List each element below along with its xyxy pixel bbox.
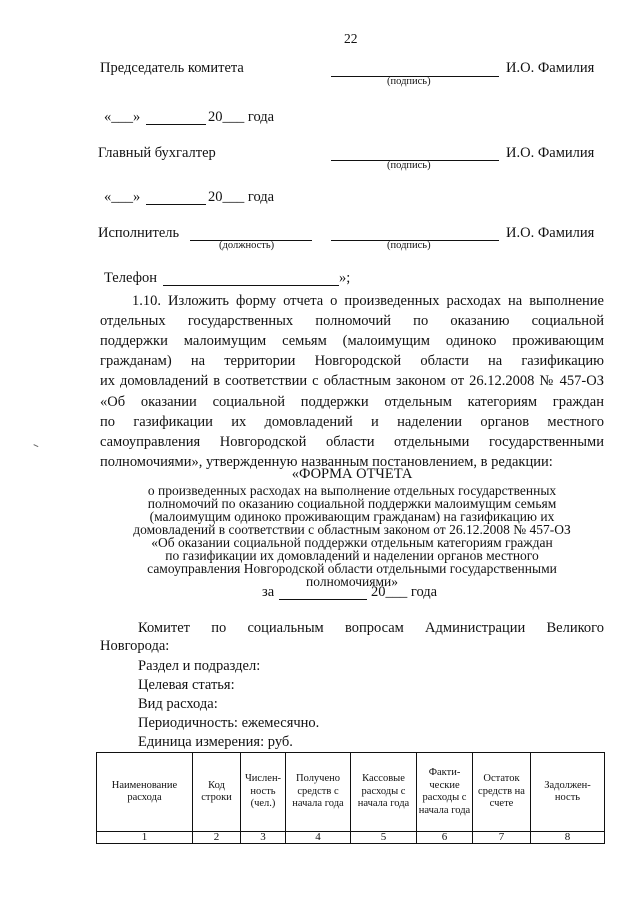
column-header: Числен-ность (чел.) xyxy=(241,753,286,832)
column-header: Факти-ческие расходы с начала года xyxy=(417,753,473,832)
subtitle-line: «Об оказании социальной поддержки отдельным категориям граждан xyxy=(151,535,553,550)
column-header: Код строки xyxy=(193,753,241,832)
period-line xyxy=(279,599,367,600)
executor-signature-caption: (подпись) xyxy=(387,240,431,251)
chairman-signature-caption: (подпись) xyxy=(387,76,431,87)
column-number: 5 xyxy=(351,832,417,844)
phone-line xyxy=(163,285,339,286)
clause-line: гражданам) на территории Новгородской области на газификацию xyxy=(100,353,604,369)
executor-title: Исполнитель xyxy=(98,225,180,241)
column-header: Задолжен-ность xyxy=(531,753,605,832)
date-year: 20___ года xyxy=(208,109,275,125)
column-number: 2 xyxy=(193,832,241,844)
subtitle-line: по газификации их домовладений и наделении органов местного xyxy=(165,548,539,563)
committee-line-2: Новгорода: xyxy=(100,638,170,654)
executor-name: И.О. Фамилия xyxy=(506,225,595,241)
clause-line: поддержки малоимущим семьям (малоимущим одиноко проживающим xyxy=(100,333,604,349)
date-year-2: 20___ года xyxy=(208,189,275,205)
unit-label: Единица измерения: руб. xyxy=(138,734,293,750)
subtitle-line: полномочиями» xyxy=(306,574,398,589)
clause-line: по газификации их домовладений и наделении органов местного xyxy=(100,414,604,430)
target-article-label: Целевая статья: xyxy=(138,677,235,693)
executor-position-caption: (должность) xyxy=(219,240,275,251)
column-header: Остаток средств на счете xyxy=(473,753,531,832)
expense-type-label: Вид расхода: xyxy=(138,696,218,712)
periodicity-label: Периодичность: ежемесячно. xyxy=(138,715,320,731)
column-header: Кассовые расходы с начала года xyxy=(351,753,417,832)
subtitle-line: полномочий по оказанию социальной поддержки малоимущим семьям xyxy=(147,496,557,511)
phone-label: Телефон xyxy=(104,270,157,286)
column-number: 3 xyxy=(241,832,286,844)
committee-line: Комитет по социальным вопросам Администрации Великого xyxy=(138,620,604,636)
column-number: 7 xyxy=(473,832,531,844)
date-month-line-2 xyxy=(146,204,206,205)
accountant-title: Главный бухгалтер xyxy=(98,145,216,161)
subtitle-line: самоуправления Новгородской области отдельными государственными xyxy=(147,561,557,576)
chairman-title: Председатель комитета xyxy=(100,60,244,76)
clause-line: «Об оказании социальной поддержки отдельным категориям граждан xyxy=(100,394,604,410)
date-day: «___» xyxy=(104,109,141,125)
subtitle-line: домовладений в соответствии с областным законом от 26.12.2008 № 457-ОЗ xyxy=(133,522,571,537)
column-number: 8 xyxy=(531,832,605,844)
period-prefix: за xyxy=(262,584,275,600)
column-number: 4 xyxy=(286,832,351,844)
table-header-row xyxy=(97,753,605,832)
subtitle-line: о произведенных расходах на выполнение отдельных государственных xyxy=(147,483,557,498)
column-header: Получено средств с начала года xyxy=(286,753,351,832)
column-number: 6 xyxy=(417,832,473,844)
clause-line: полномочиями», утвержденную названным постановлением, в редакции: xyxy=(100,454,553,470)
column-header: Наименование расхода xyxy=(97,753,193,832)
table-number-row xyxy=(97,832,605,844)
clause-line: отдельных государственных полномочий по оказанию социальной xyxy=(100,313,604,329)
report-table xyxy=(96,752,605,844)
clause-line: их домовладений в соответствии с областным законом от 26.12.2008 № 457-ОЗ xyxy=(100,373,604,389)
chairman-name: И.О. Фамилия xyxy=(506,60,595,76)
section-label: Раздел и подраздел: xyxy=(138,658,261,674)
scan-mark xyxy=(33,444,39,449)
accountant-name: И.О. Фамилия xyxy=(506,145,595,161)
page-number: 22 xyxy=(344,31,358,46)
date-month-line xyxy=(146,124,206,125)
accountant-signature-caption: (подпись) xyxy=(387,160,431,171)
period-year: 20___ года xyxy=(371,584,438,600)
clause-line: самоуправления Новгородской области отдельными государственными xyxy=(100,434,604,450)
clause-line: 1.10. Изложить форму отчета о произведенных расходах на выполнение xyxy=(132,293,604,309)
form-title: «ФОРМА ОТЧЕТА xyxy=(291,466,413,482)
phone-suffix: »; xyxy=(339,270,351,286)
date-day-2: «___» xyxy=(104,189,141,205)
subtitle-line: (малоимущим одиноко проживающим гражданам) на газификацию их xyxy=(149,509,555,524)
column-number: 1 xyxy=(97,832,193,844)
